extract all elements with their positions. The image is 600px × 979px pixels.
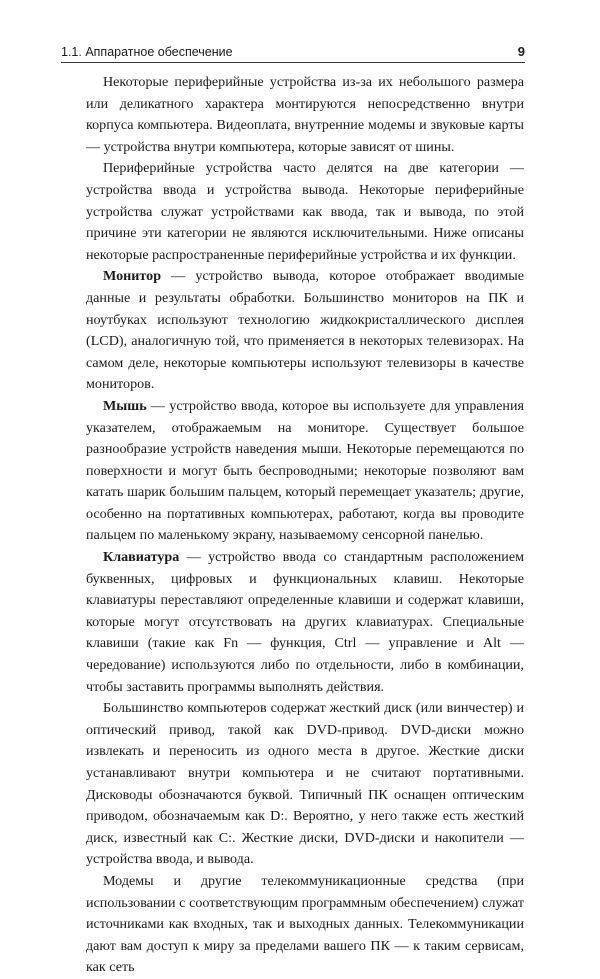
- paragraph-telecom: Модемы и другие телекоммуникационные средства (при использовании с соответствующим программным обеспечением) служат источниками как входных, так и выходных данных. Телекоммуникации дают вам доступ к миру за пределами вашего ПК — к таким сервисам, как сеть: [86, 872, 524, 976]
- paragraph-monitor: [86, 266, 524, 396]
- keyboard-description: — устройство ввода со стандартным расположением буквенных, цифровых и функциональных клавиш. Некоторые клавиатуры переставляют определенные клавиши и содержат клавиши, которые могут отсутствовать на других клавиатурах. Специальные клавиши (такие как Fn — функция, Ctrl — управление и Alt — чередование) используются либо по отдельности, либо в комбинации, чтобы заставить программы выполнять действия.: [86, 549, 524, 695]
- term-mouse: Мышь: [103, 397, 147, 414]
- term-monitor: Монитор: [103, 268, 162, 285]
- page-number: 9: [517, 44, 525, 59]
- paragraph-mouse: [86, 396, 524, 547]
- monitor-description: — устройство вывода, которое отображает вводимые данные и результаты обработки. Большинство мониторов на ПК и ноутбуках используют технологию жидкокристаллического дисплея (LCD), аналогичную той, что применяется в некоторых телевизорах. На самом деле, некоторые компьютеры используют телевизоры в качестве мониторов.: [86, 268, 524, 393]
- mouse-description: — устройство ввода, которое вы используете для управления указателем, отображаемым на мониторе. Существует большое разнообразие устройств наведения мыши. Некоторые перемещаются по поверхности и могут быть беспроводными; некоторые позволяют вам катать шарик большим пальцем, который перемещает указатель; другие, особенно на портативных компьютерах, работают, когда вы проводите пальцем по маленькому экрану, называемому сенсорной панелью.: [86, 397, 524, 544]
- term-keyboard: Клавиатура: [103, 549, 180, 566]
- paragraph-keyboard: [86, 547, 524, 698]
- section-title: 1.1. Аппаратное обеспечение: [61, 45, 233, 59]
- paragraph-drives: Большинство компьютеров содержат жесткий диск (или винчестер) и оптический привод, такой как DVD-привод. DVD-диски можно извлекать и переносить из одного места в другое. Жесткие диски устанавливают внутри компьютера и не считают портативными. Дисководы обозначаются буквой. Типичный ПК оснащен оптическим приводом, обозначаемым как D:. Вероятно, у него также есть жесткий диск, известный как C:. Жесткие диски, DVD-диски и накопители — устройства ввода, и вывода.: [86, 700, 524, 868]
- paragraph-internal-devices: Некоторые периферийные устройства из-за их небольшого размера или деликатного характера монтируются непосредственно внутри корпуса компьютера. Видеоплата, внутренние модемы и звуковые карты — устройства внутри компьютера, которые зависят от шины.: [86, 74, 524, 155]
- body-text: [86, 72, 524, 979]
- paragraph-categories: Периферийные устройства часто делятся на две категории — устройства ввода и устройства вывода. Некоторые периферийные устройства служат устройствами как ввода, так и вывода, по этой причине эти категории не являются исключительными. Ниже описаны некоторые распространенные периферийные устройства и их функции.: [86, 160, 524, 263]
- running-header: [61, 44, 525, 63]
